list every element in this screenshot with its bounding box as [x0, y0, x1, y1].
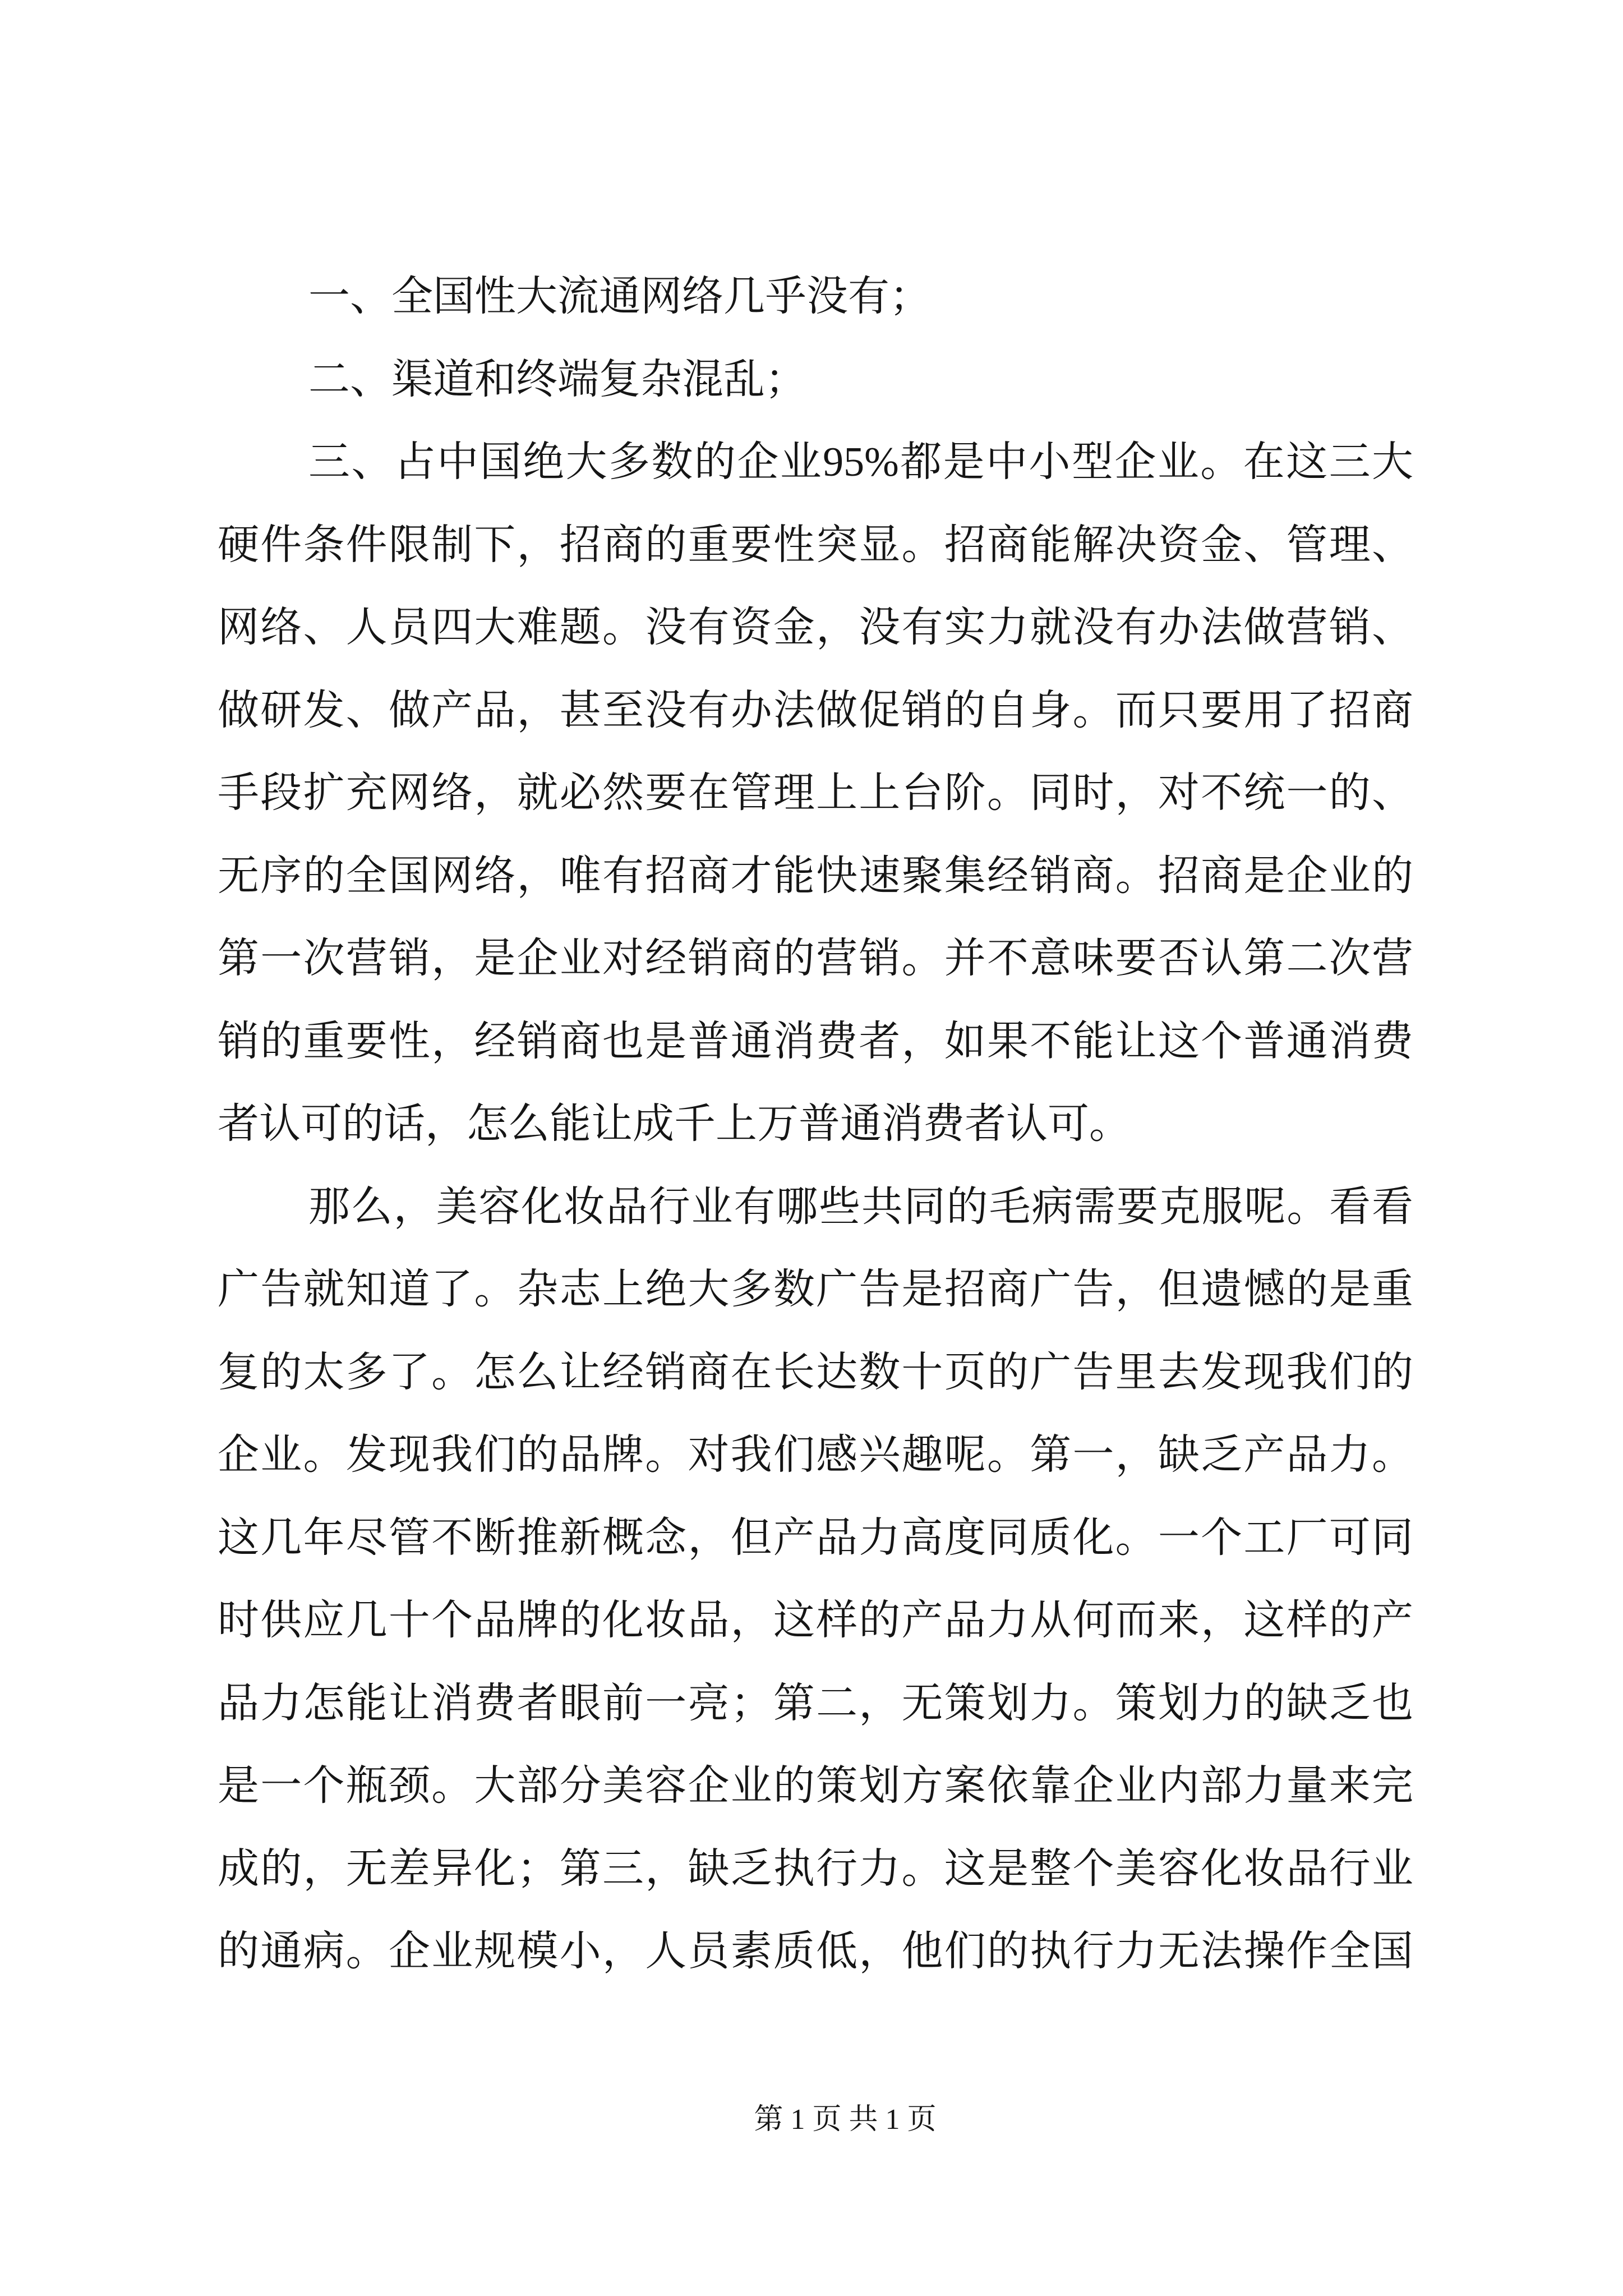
document-body [218, 256, 1413, 1994]
paragraph-line: 时供应几十个品牌的化妆品，这样的产品力从何而来，这样的产 [218, 1598, 1413, 1644]
paragraph-line: 广告就知道了。杂志上绝大多数广告是招商广告，但遗憾的是重 [218, 1267, 1413, 1313]
paragraph-line: 一、全国性大流通网络几乎没有； [308, 274, 931, 320]
paragraph-line: 做研发、做产品，甚至没有办法做促销的自身。而只要用了招商 [218, 687, 1413, 734]
page-number-footer: 第 1 页 共 1 页 [754, 2104, 937, 2136]
paragraph-line: 那么，美容化妆品行业有哪些共同的毛病需要克服呢。看看 [308, 1184, 1413, 1230]
paragraph-line: 网络、人员四大难题。没有资金，没有实力就没有办法做营销、 [218, 605, 1413, 651]
paragraph-line: 无序的全国网络，唯有招商才能快速聚集经销商。招商是企业的 [218, 853, 1413, 899]
paragraph-1 [218, 256, 1413, 339]
paragraph-line: 是一个瓶颈。大部分美容企业的策划方案依靠企业内部力量来完 [218, 1763, 1413, 1809]
paragraph-line: 销的重要性，经销商也是普通消费者，如果不能让这个普通消费 [218, 1018, 1413, 1065]
paragraph-line: 的通病。企业规模小，人员素质低，他们的执行力无法操作全国 [218, 1929, 1413, 1975]
paragraph-line: 品力怎能让消费者眼前一亮；第二，无策划力。策划力的缺乏也 [218, 1680, 1413, 1727]
paragraph-2 [218, 339, 1413, 422]
paragraph-line: 成的，无差异化；第三，缺乏执行力。这是整个美容化妆品行业 [218, 1846, 1413, 1892]
paragraph-line: 企业。发现我们的品牌。对我们感兴趣呢。第一，缺乏产品力。 [218, 1432, 1413, 1478]
paragraph-line: 第一次营销，是企业对经销商的营销。并不意味要否认第二次营 [218, 936, 1413, 982]
paragraph-line: 三、占中国绝大多数的企业95%都是中小型企业。在这三大 [308, 439, 1413, 485]
paragraph-line: 者认可的话，怎么能让成千上万普通消费者认可。 [218, 1101, 1131, 1147]
paragraph-line: 硬件条件限制下，招商的重要性突显。招商能解决资金、管理、 [218, 522, 1413, 568]
paragraph-line: 复的太多了。怎么让经销商在长达数十页的广告里去发现我们的 [218, 1349, 1413, 1396]
paragraph-line: 二、渠道和终端复杂混乱； [308, 356, 806, 403]
paragraph-line: 手段扩充网络，就必然要在管理上上台阶。同时，对不统一的、 [218, 770, 1413, 816]
paragraph-line: 这几年尽管不断推新概念，但产品力高度同质化。一个工厂可同 [218, 1515, 1413, 1561]
paragraph-3 [218, 421, 1413, 1166]
paragraph-4 [218, 1166, 1413, 1994]
